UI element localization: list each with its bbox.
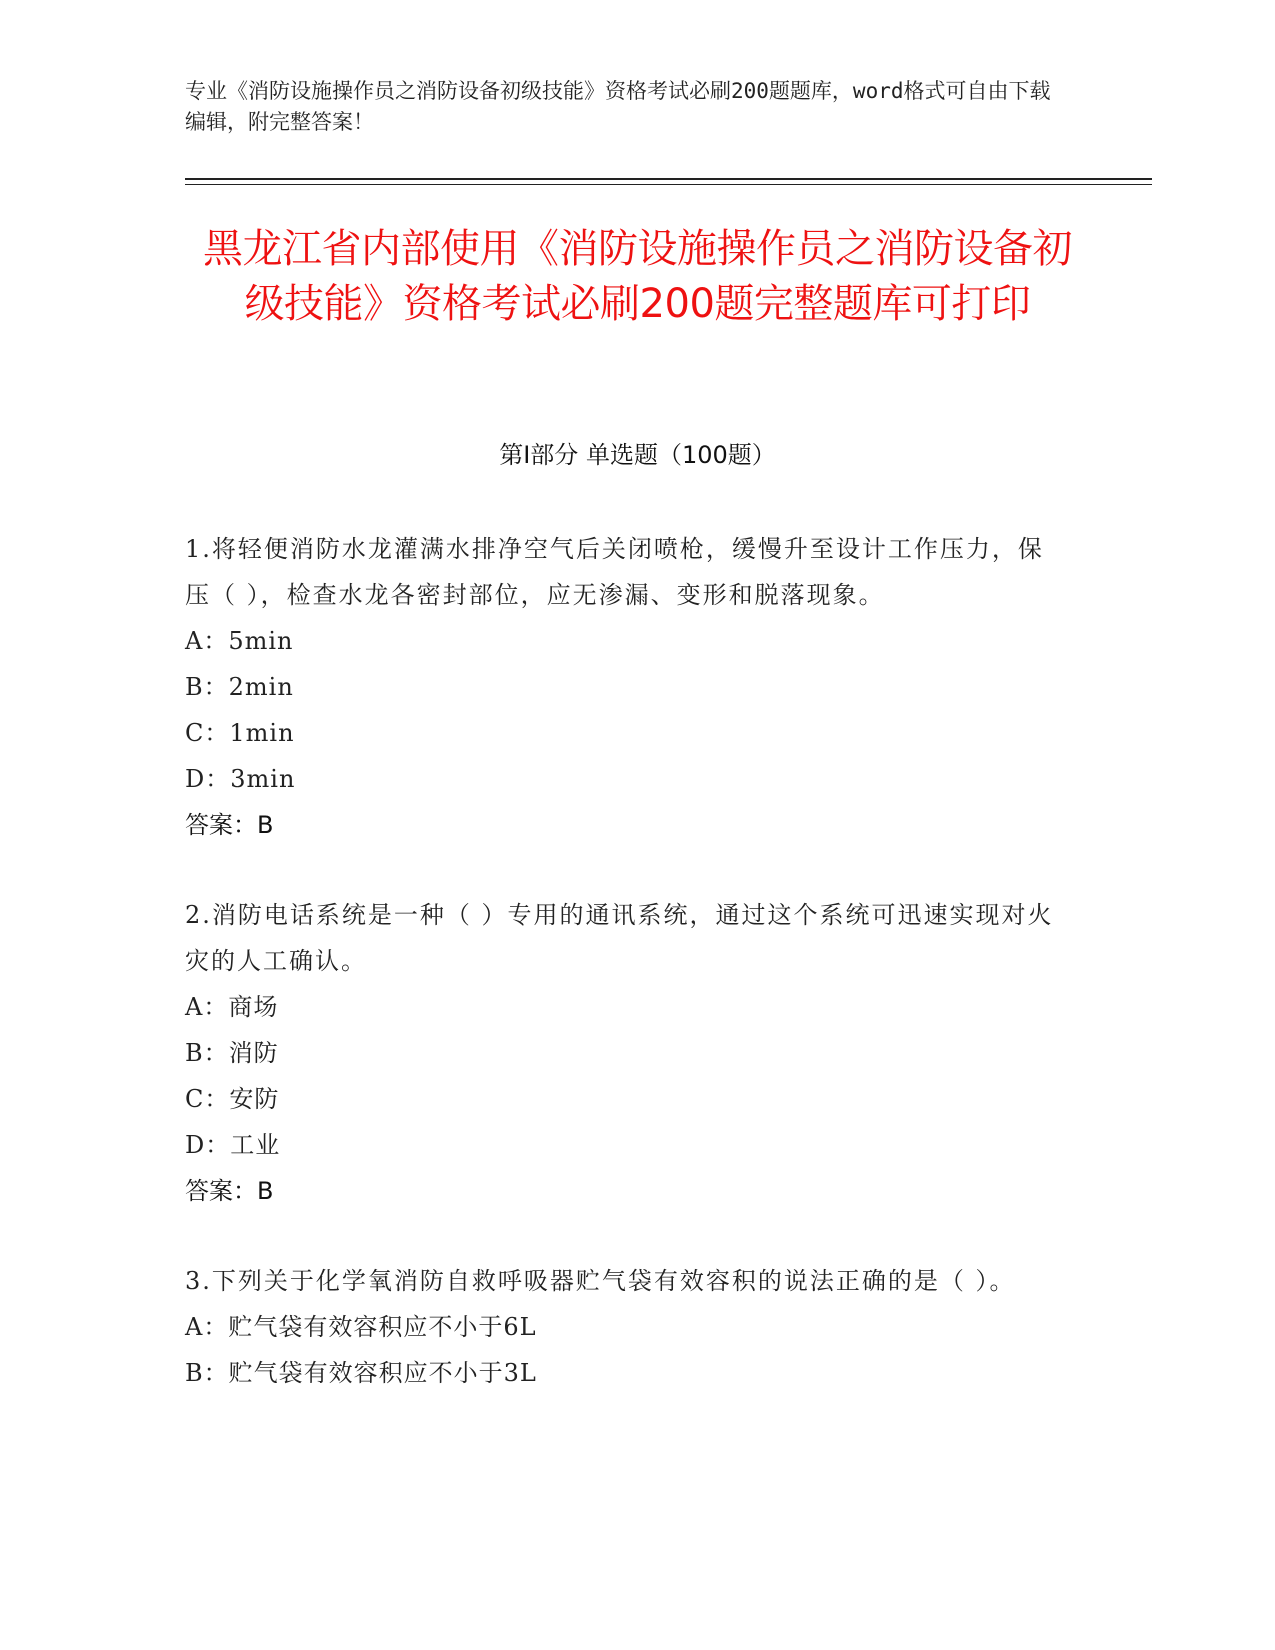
option-d: D：3min [185,765,296,793]
question-stem: 2.消防电话系统是一种（ ）专用的通讯系统，通过这个系统可迅速实现对火灾的人工确认。 [185,901,1054,975]
option-a: A：商场 [185,993,279,1021]
header-divider-thin [185,184,1152,185]
option-a: A：5min [185,627,294,655]
option-d: D：工业 [185,1131,281,1159]
option-a: A：贮气袋有效容积应不小于6L [185,1313,537,1341]
question-3 [185,1258,1065,1396]
option-b: B：贮气袋有效容积应不小于3L [185,1359,537,1387]
question-2 [185,892,1065,1214]
header-note: 专业《消防设施操作员之消防设备初级技能》资格考试必刷200题题库，word格式可自由下载编辑，附完整答案！ [185,79,1051,134]
answer-line: 答案：B [185,1177,274,1205]
answer-line: 答案：B [185,811,274,839]
option-b: B：2min [185,673,294,701]
question-stem: 1.将轻便消防水龙灌满水排净空气后关闭喷枪，缓慢升至设计工作压力，保压（ ），检查水龙各密封部位，应无渗漏、变形和脱落现象。 [185,535,1044,609]
question-1 [185,526,1065,848]
question-stem: 3.下列关于化学氧消防自救呼吸器贮气袋有效容积的说法正确的是（ ）。 [185,1267,1016,1295]
header-divider-thick [185,178,1152,180]
document-title: 黑龙江省内部使用《消防设施操作员之消防设备初级技能》资格考试必刷200题完整题库可打印 [203,226,1072,327]
option-c: C：1min [185,719,295,747]
option-c: C：安防 [185,1085,280,1113]
option-b: B：消防 [185,1039,279,1067]
question-list [185,526,1065,1440]
section-heading: 第Ⅰ部分 单选题（100题） [499,441,776,469]
